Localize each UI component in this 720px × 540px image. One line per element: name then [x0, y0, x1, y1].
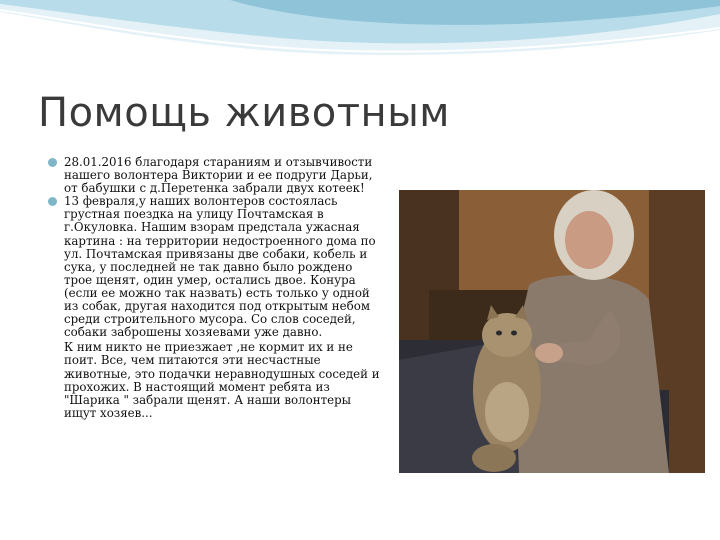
- bullet-item: [44, 156, 382, 195]
- slide-body: [44, 156, 382, 420]
- bullet-item: [44, 195, 382, 339]
- photo-elderly-woman-with-cat: [399, 190, 705, 473]
- bullet-text: 28.01.2016 благодаря стараниям и отзывчивости нашего волонтера Виктории и ее подруги Дарьи, от бабушки с д.Перетенка забрали двух котеек!: [64, 155, 373, 196]
- header-wave-decoration: [0, 0, 720, 70]
- slide-title: Помощь животным: [38, 90, 450, 136]
- body-paragraph: К ним никто не приезжает ,не кормит их и не поит. Все, чем питаются эти несчастные животные, это подачки неравнодушных соседей и прохожих. В настоящий момент ребята из "Шарика " забрали щенят. А наши волонтеры ищут хозяев...: [64, 340, 380, 420]
- bullet-text: 13 февраля,у наших волонтеров состоялась грустная поездка на улицу Почтамская в г.Окуловка. Нашим взорам предстала ужасная картина : на территории недостроенного дома по ул. Почтамская привязаны две собаки, кобель и сука, у последней не так давно было рождено трое щенят, один умер, остались двое. Конура (если ее можно так назвать) есть только у одной из собак, другая находится под открытым небом среди строительного мусора. Со слов соседей, собаки заброшены хозяевами уже давно.: [64, 194, 376, 340]
- bullet-dot-icon: [48, 197, 57, 206]
- bullet-dot-icon: [48, 158, 57, 167]
